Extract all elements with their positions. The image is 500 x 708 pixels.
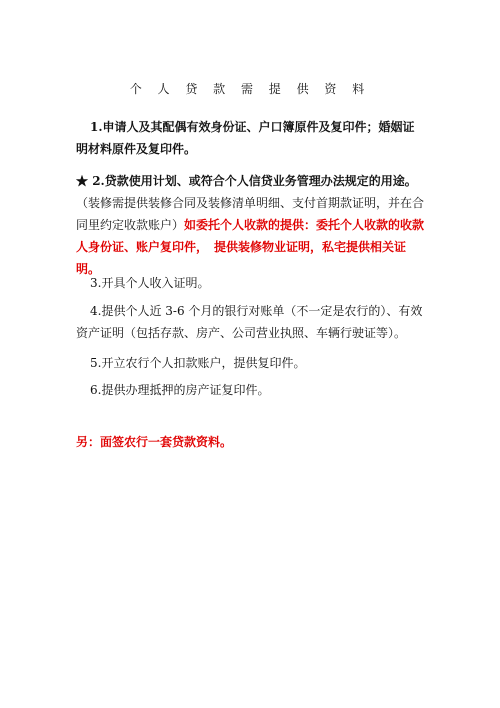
star-icon: ★ [76, 174, 89, 188]
item-2-red-note: 如委托个人收款的提供：委托个人收款的收款人身份证、账户复印件， 提供装修物业证明，私宅提供相关证明。 [76, 218, 425, 276]
item-3: 3.开具个人收入证明。 [90, 276, 210, 290]
item-6: 6.提供办理抵押的房产证复印件。 [90, 383, 270, 397]
item-2 [76, 170, 426, 280]
item-2-note: （装修需提供装修合同及装修清单明细、支付首期款证明，并在合同里约定收款账户） [76, 196, 425, 232]
item-1: 1.申请人及其配偶有效身份证、户口簿原件及复印件；婚姻证明材料原件及复印件。 [76, 120, 415, 156]
footer-note: 另：面签农行一套贷款资料。 [76, 435, 233, 449]
item-2-text: 2.贷款使用计划、或符合个人信贷业务管理办法规定的用途。 [88, 174, 417, 188]
item-4: 4.提供个人近 3-6 个月的银行对账单（不一定是农行的）、有效资产证明（包括存款、房产、公司营业执照、车辆行驶证等）。 [76, 304, 423, 340]
document-title: 个 人 贷 款 需 提 供 资 料 [129, 82, 371, 96]
item-5: 5.开立农行个人扣款账户，提供复印件。 [90, 356, 306, 370]
